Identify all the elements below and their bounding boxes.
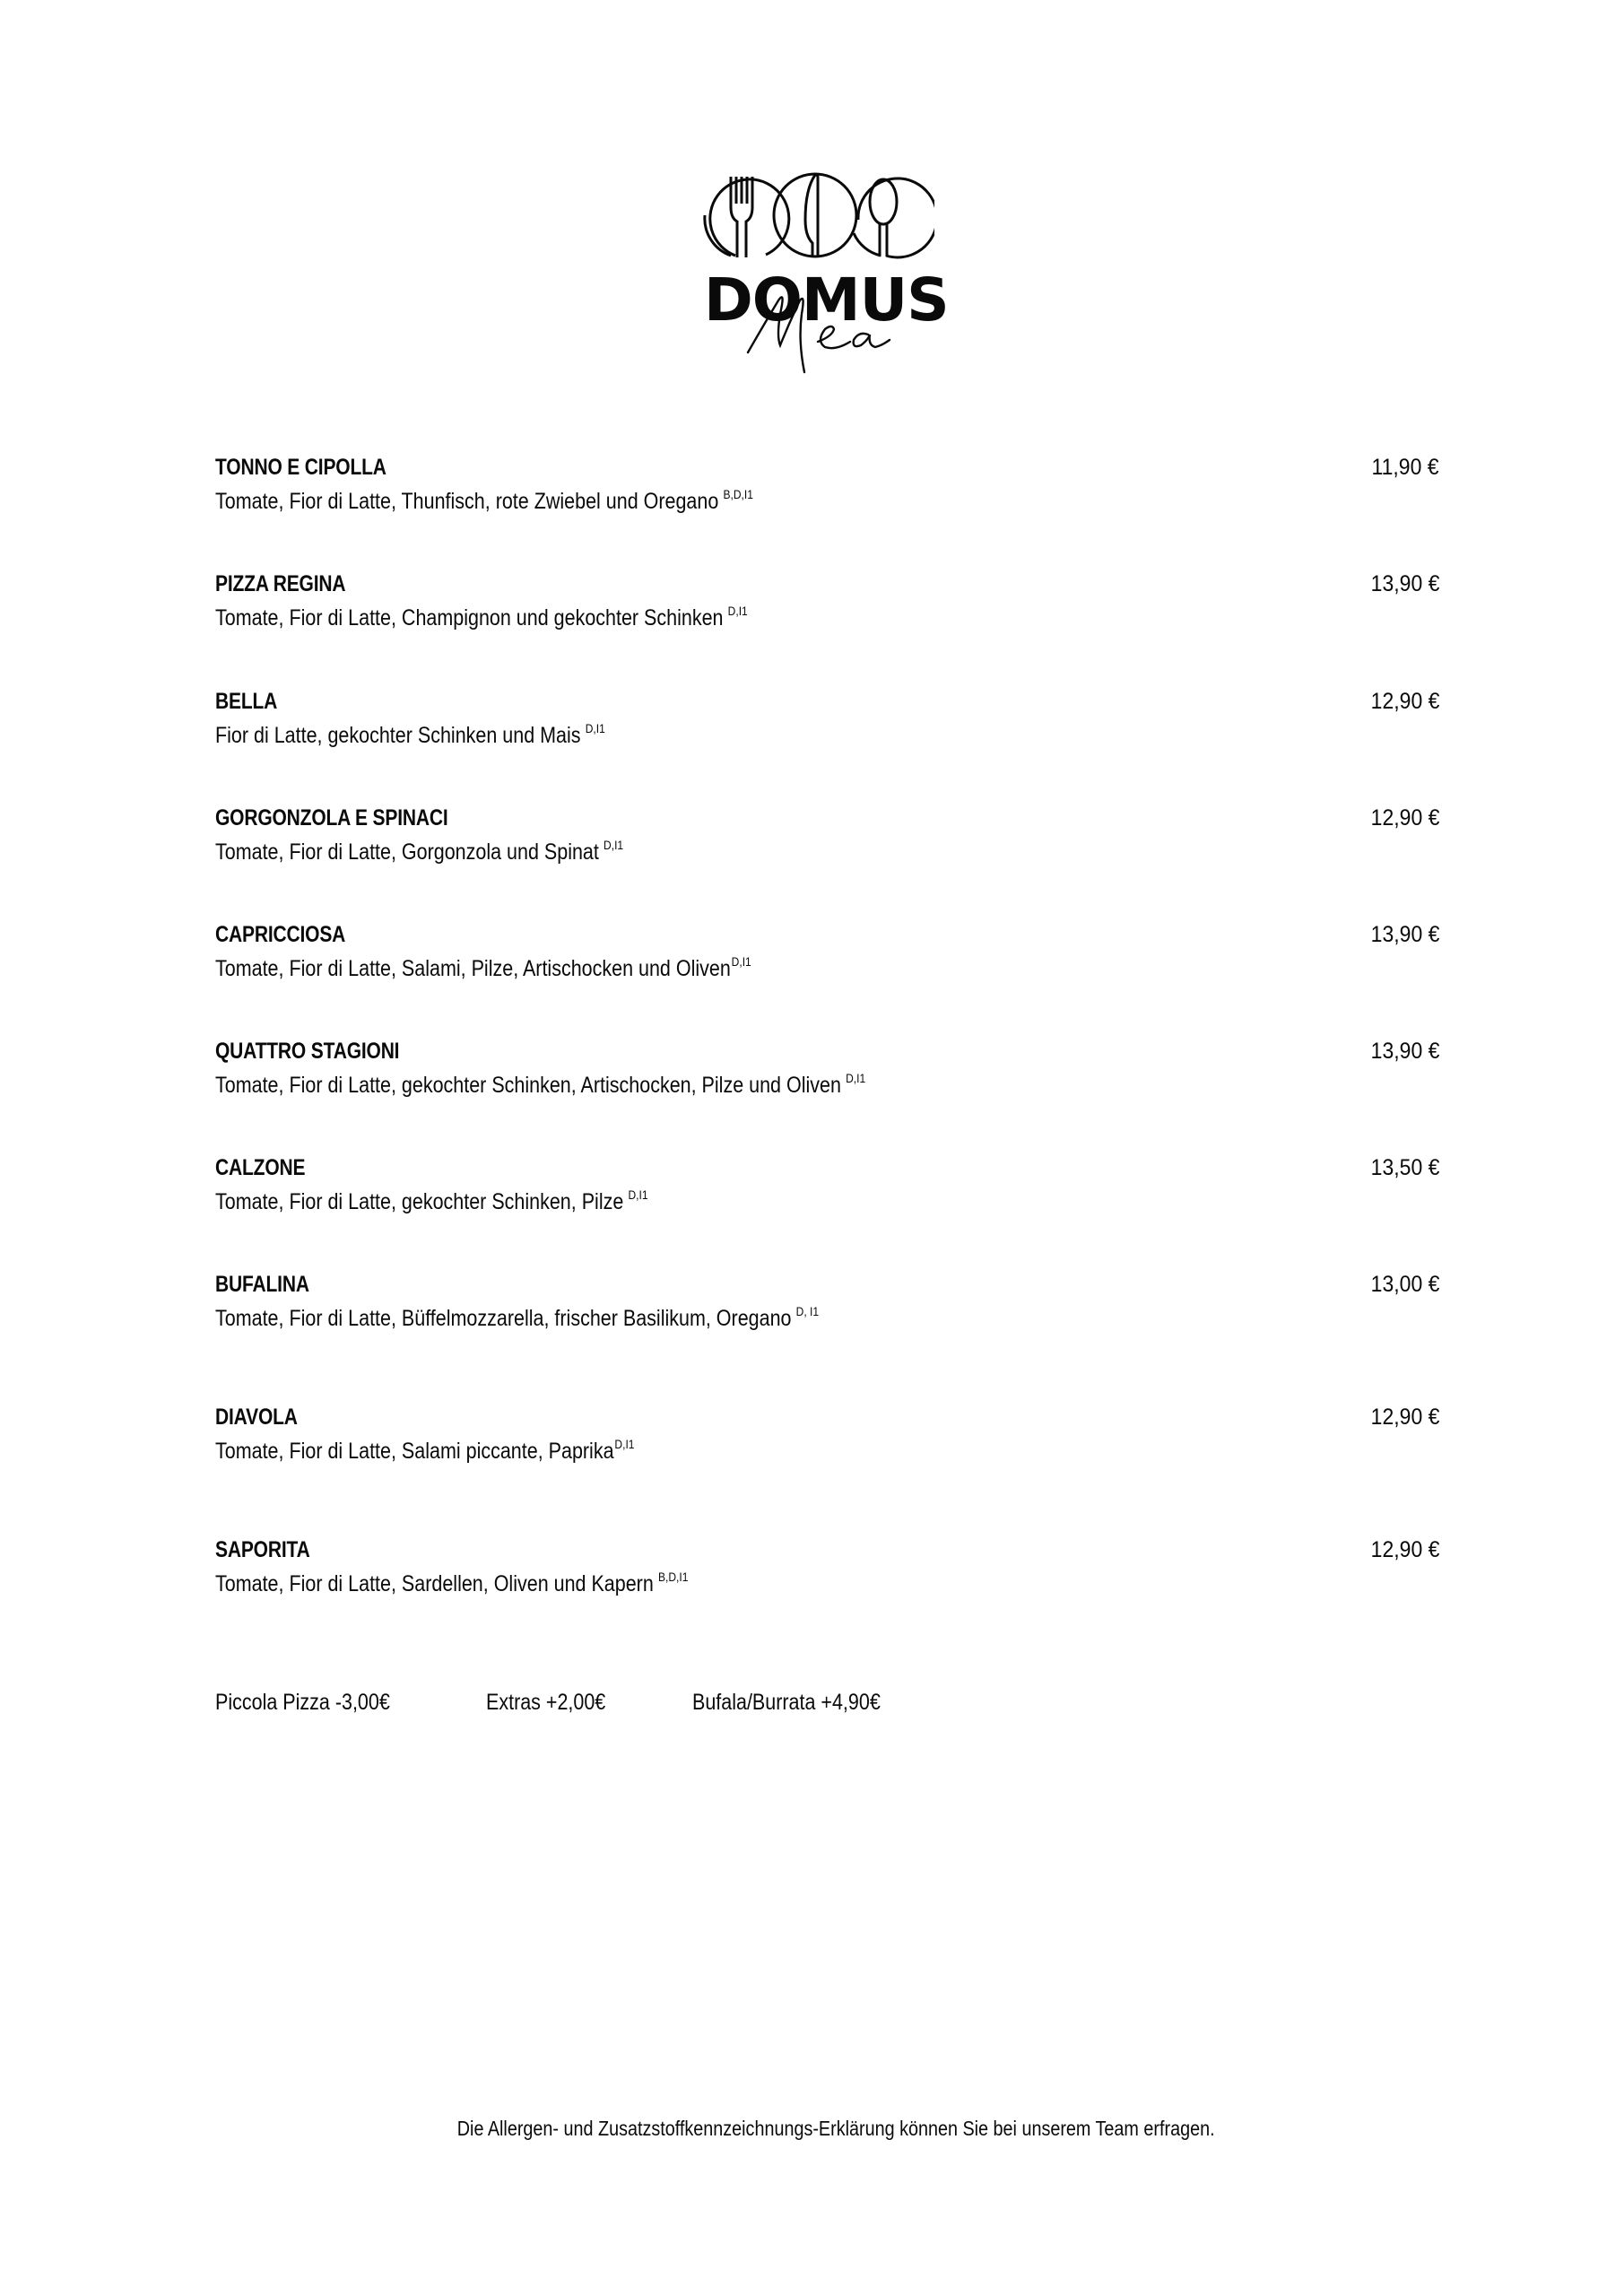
allergen-codes: D,I1 — [727, 604, 748, 618]
item-name: QUATTRO STAGIONI — [215, 1039, 400, 1064]
allergen-codes: B,D,I1 — [657, 1570, 689, 1584]
brand-name: DOMUS — [704, 265, 949, 335]
menu-item — [215, 1404, 1444, 1484]
allergen-codes: D,I1 — [614, 1437, 635, 1451]
item-price: 11,90 € — [1371, 455, 1439, 480]
item-name: BUFALINA — [215, 1272, 309, 1297]
item-name: SAPORITA — [215, 1537, 310, 1562]
spoon-icon — [854, 178, 934, 257]
allergen-codes: B,D,I1 — [723, 487, 753, 501]
menu-item — [215, 1536, 1444, 1617]
item-name: PIZZA REGINA — [215, 571, 346, 596]
fork-icon — [705, 177, 789, 257]
extras-note: Extras +2,00€ — [486, 1690, 606, 1715]
item-name: BELLA — [215, 689, 278, 714]
item-name: GORGONZOLA E SPINACI — [215, 805, 448, 831]
allergen-note: Die Allergen- und Zusatzstoffkennzeichnungs-Erklärung können Sie bei unserem Team erfragen. — [457, 2117, 1215, 2140]
menu-item — [215, 570, 1444, 651]
item-description: Tomate, Fior di Latte, Büffelmozzarella, frischer Basilikum, Oregano $^{D, I1}$ — [215, 1304, 820, 1331]
allergen-codes: D,I1 — [628, 1187, 648, 1202]
item-price: 12,90 € — [1370, 805, 1439, 831]
item-name: CAPRICCIOSA — [215, 922, 346, 947]
item-description: Tomate, Fior di Latte, Salami piccante, Paprika$^{D,I1}$ — [215, 1437, 635, 1464]
menu-item — [215, 1038, 1444, 1118]
item-price: 12,90 € — [1370, 1405, 1439, 1430]
allergen-codes: D,I1 — [731, 954, 751, 969]
allergen-codes: D,I1 — [585, 721, 605, 735]
piccola-pizza-note: Piccola Pizza -3,00€ — [215, 1690, 390, 1715]
item-price: 12,90 € — [1370, 1537, 1439, 1562]
allergen-footer — [0, 2116, 1624, 2141]
item-name: TONNO E CIPOLLA — [215, 455, 386, 480]
knife-icon — [774, 174, 856, 257]
allergen-codes: D,I1 — [604, 838, 624, 852]
item-price: 13,50 € — [1370, 1155, 1439, 1180]
bufala-burrata-note: Bufala/Burrata +4,90€ — [692, 1690, 881, 1715]
menu-item — [215, 688, 1444, 769]
item-description: Tomate, Fior di Latte, Gorgonzola und Spinat $^{D,I1}$ — [215, 838, 624, 865]
allergen-codes: D, I1 — [795, 1304, 820, 1318]
item-description: Tomate, Fior di Latte, gekochter Schinken, Pilze $^{D,I1}$ — [215, 1187, 648, 1214]
item-price: 13,90 € — [1370, 922, 1439, 947]
allergen-codes: D,I1 — [846, 1071, 866, 1085]
menu-item — [215, 454, 1444, 535]
menu-item — [215, 1154, 1444, 1235]
item-price: 12,90 € — [1370, 689, 1439, 714]
item-price: 13,90 € — [1370, 571, 1439, 596]
menu-item — [215, 1271, 1444, 1352]
item-price: 13,00 € — [1370, 1272, 1439, 1297]
item-description: Tomate, Fior di Latte, gekochter Schinken, Artischocken, Pilze und Oliven $^{D,I1}$ — [215, 1071, 866, 1098]
item-name: CALZONE — [215, 1155, 306, 1180]
extras-pricing — [215, 1689, 1022, 1716]
item-description: Fior di Latte, gekochter Schinken und Mais $^{D,I1}$ — [215, 721, 605, 748]
menu-item — [215, 804, 1444, 885]
item-description: Tomate, Fior di Latte, Sardellen, Oliven und Kapern $^{B,D,I1}$ — [215, 1570, 689, 1596]
menu-item — [215, 921, 1444, 1002]
item-description: Tomate, Fior di Latte, Champignon und gekochter Schinken $^{D,I1}$ — [215, 604, 748, 631]
item-price: 13,90 € — [1370, 1039, 1439, 1064]
item-description: Tomate, Fior di Latte, Thunfisch, rote Zwiebel und Oregano $^{B,D,I1}$ — [215, 487, 753, 514]
item-description: Tomate, Fior di Latte, Salami, Pilze, Artischocken und Oliven$^{D,I1}$ — [215, 954, 751, 981]
item-name: DIAVOLA — [215, 1405, 298, 1430]
